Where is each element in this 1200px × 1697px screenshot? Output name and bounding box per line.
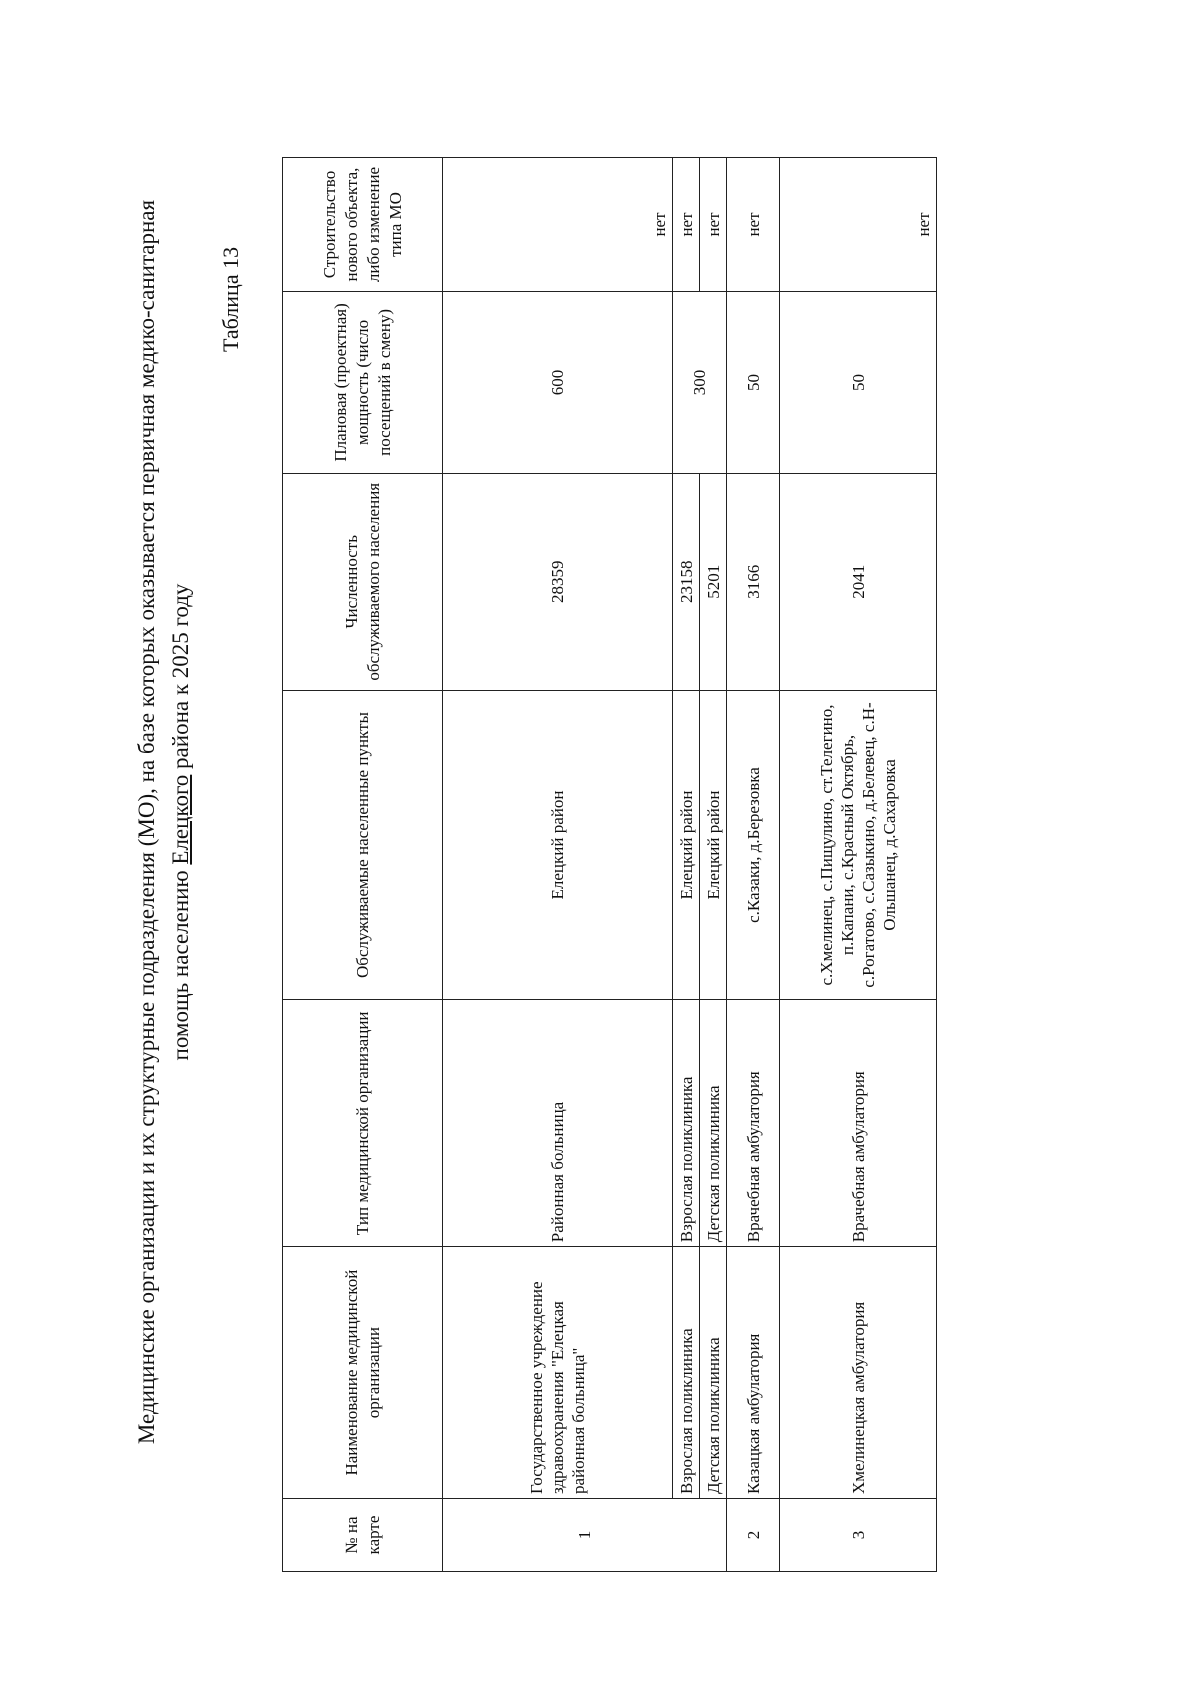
header-settlements: Обслуживаемые населенные пункты (283, 690, 443, 1000)
title-district-underlined: Елецкого (168, 774, 193, 865)
table-label: Таблица 13 (218, 246, 243, 352)
cell-construction: нет (780, 158, 937, 292)
cell-capacity: 300 (673, 292, 727, 474)
cell-construction: нет (443, 158, 673, 292)
table-row (780, 158, 937, 1572)
title-line-1: Медицинские организации и их структурные подразделения (МО), на базе которых оказывается первичная медико-санитарная (134, 199, 159, 1445)
header-population: Численность обслуживаемого населения (283, 473, 443, 690)
cell-construction: нет (673, 158, 700, 292)
table-row (727, 158, 780, 1572)
medical-organizations-table (282, 157, 937, 1572)
cell-settlements: Елецкий район (443, 690, 673, 1000)
cell-type: Районная больница (443, 1000, 673, 1247)
header-type: Тип медицинской организации (283, 1000, 443, 1247)
cell-population: 2041 (780, 473, 937, 690)
header-construction: Строительство нового объекта, либо изменение типа МО (283, 158, 443, 292)
table-header-row (283, 158, 443, 1572)
cell-num: 1 (443, 1499, 727, 1572)
header-capacity: Плановая (проектная) мощность (число посещений в смену) (283, 292, 443, 474)
table-row (673, 158, 700, 1572)
cell-population: 28359 (443, 473, 673, 690)
cell-population: 5201 (700, 473, 727, 690)
cell-name: Казацкая амбулатория (727, 1247, 780, 1499)
cell-settlements: Елецкий район (700, 690, 727, 1000)
table-row (443, 158, 673, 1572)
cell-capacity: 600 (443, 292, 673, 474)
cell-name: Государственное учреждение здравоохранения "Елецкая районная больница" (443, 1247, 673, 1499)
header-name: Наименование медицинской организации (283, 1247, 443, 1499)
title-line-2: помощь населению Елецкого района к 2025 году (168, 583, 193, 1061)
cell-num: 2 (727, 1499, 780, 1572)
cell-population: 3166 (727, 473, 780, 690)
cell-type: Взрослая поликлиника (673, 1000, 700, 1247)
cell-name: Хмелинецкая амбулатория (780, 1247, 937, 1499)
header-num: № на карте (283, 1499, 443, 1572)
document-title (130, 122, 198, 1522)
cell-settlements: с.Казаки, д.Березовка (727, 690, 780, 1000)
cell-population: 23158 (673, 473, 700, 690)
cell-name: Взрослая поликлиника (673, 1247, 700, 1499)
cell-type: Детская поликлиника (700, 1000, 727, 1247)
cell-capacity: 50 (780, 292, 937, 474)
cell-num: 3 (780, 1499, 937, 1572)
cell-settlements: Елецкий район (673, 690, 700, 1000)
cell-construction: нет (727, 158, 780, 292)
cell-settlements: с.Хмелинец, с.Пищулино, ст.Телегино, п.Капани, с.Красный Октябрь, с.Рогатово, с.Сазыкино, д.Белевец, с.Н-Ольшанец, д.Сахаровка (780, 690, 937, 1000)
cell-type: Врачебная амбулатория (780, 1000, 937, 1247)
cell-name: Детская поликлиника (700, 1247, 727, 1499)
cell-construction: нет (700, 158, 727, 292)
cell-capacity: 50 (727, 292, 780, 474)
cell-type: Врачебная амбулатория (727, 1000, 780, 1247)
